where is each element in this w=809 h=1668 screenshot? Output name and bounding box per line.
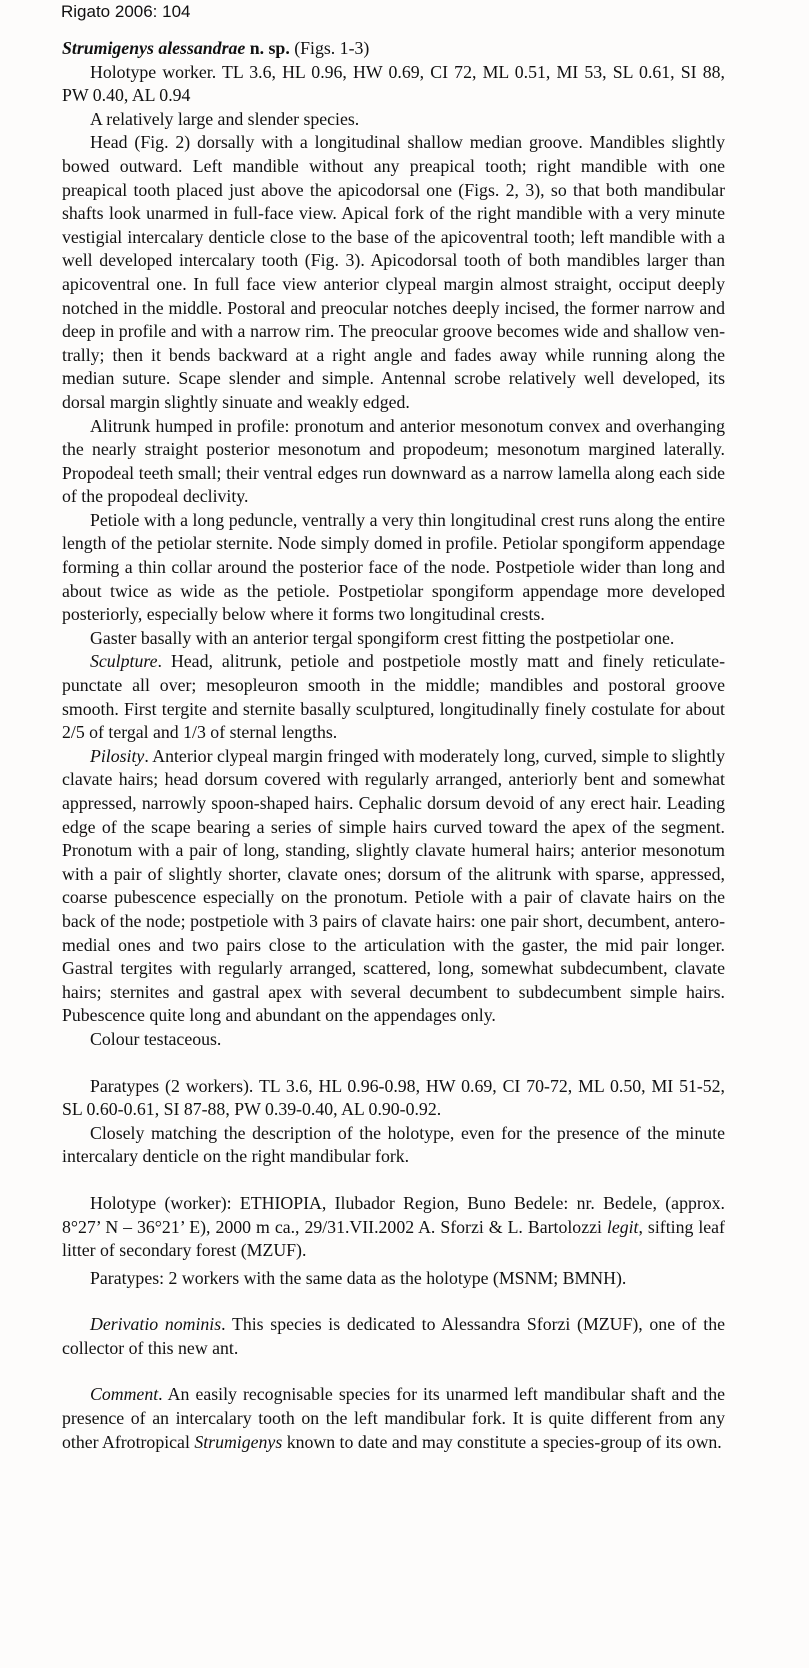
comment-label: Comment <box>90 1384 159 1405</box>
derivatio-label: Derivatio nominis <box>90 1314 222 1335</box>
derivatio-paragraph <box>62 1313 725 1360</box>
pilosity-label: Pilosity <box>90 745 145 766</box>
species-title <box>62 37 725 61</box>
comment-text-tail: known to date and may constitute a species-group of its own. <box>282 1431 722 1452</box>
new-species-status: n. sp. <box>249 38 290 58</box>
figure-reference: (Figs. 1-3) <box>294 38 370 58</box>
colour-paragraph: Colour testaceous. <box>90 1028 222 1049</box>
paratypes-note: Closely matching the description of the holotype, even for the presence of the minute intercalary denticle on the right mandibular fork. <box>62 1122 725 1167</box>
paratypes-data: Paratypes: 2 workers with the same data as the holotype (MSNM; BMNH). <box>90 1267 627 1288</box>
species-name: Strumigenys alessandrae <box>62 38 246 58</box>
sculpture-label: Sculpture <box>90 651 158 672</box>
comment-text: . An easily recognisable species for its unarmed left mandibular shaft and the presence of an intercalary tooth on the left mandibular fork. It is quite different from any other Afrotropical <box>62 1384 725 1452</box>
running-head: Rigato 2006: 104 <box>61 2 191 21</box>
pilosity-text: . Anterior clypeal margin fringed with moderately long, curved, simple to slightly clavate hairs; head dorsum covered with regularly arranged, anteriorly bent and somewhat appressed, narrowly spoon-shaped hairs. Cephalic dorsum devoid of any erect hair. Leading edge of the scape bearing a series of simple hairs curved toward the apex of the segment. Pronotum with a pair of long, standing, slightly clavate humeral hairs; anterior mesonotum with a pair of slightly shorter, clavate ones; dorsum of the alitrunk with sparse, appressed, coarse pubescence especially on the pronotum. Petiole with a pair of clavate hairs on the back of the node; postpetiole with 3 pairs of clavate hairs: one pair short, decumbent, anteromedial ones and two pairs close to the articulation with the gaster, the mid pair longer. Gastral tergites with regularly arranged, scattered, long, somewhat subdecumbent, clavate hairs; sternites and gastral apex with several decumbent to subdecumbent simple hairs. Pubescence quite long and abundant on the appendages only. <box>62 745 725 1026</box>
alitrunk-paragraph: Alitrunk humped in profile: pronotum and anterior mesonotum convex and overhanging the nearly straight posterior mesonotum and propodeum; mesonotum margined laterally. Propodeal teeth small; their ventral edges run downward as a narrow lamella along each side of the propodeal declivity. <box>62 415 725 507</box>
derivatio-text: . This species is dedicated to Alessandra Sforzi (MZUF), one of the collector of this new ant. <box>62 1314 725 1358</box>
intro-paragraph: A relatively large and slender species. <box>90 108 360 129</box>
sculpture-paragraph <box>62 650 725 744</box>
legit-word: legit <box>606 1216 639 1237</box>
gaster-paragraph: Gaster basally with an anterior tergal spongiform crest fitting the postpetiolar one. <box>90 627 675 648</box>
paratypes-measurements: Paratypes (2 workers). TL 3.6, HL 0.96-0.98, HW 0.69, CI 70-72, ML 0.50, MI 51-52, SL 0.60-0.61, SI 87-88, PW 0.39-0.40, AL 0.90-0.92. <box>62 1075 725 1120</box>
petiole-paragraph: Petiole with a long peduncle, ventrally a very thin longitudinal crest runs along the entire length of the petiolar sternite. Node simply domed in profile. Petiolar spongiform appendage forming a thin collar around the posterior face of the node. Postpetiole wider than long and about twice as wide as the petiole. Postpetiolar spongiform appendage more developed posteriorly, especially below where it forms two longitudinal crests. <box>62 509 725 625</box>
holotype-data <box>62 1192 725 1263</box>
sculpture-text: . Head, alitrunk, petiole and postpetiole mostly matt and finely reticulate-punctate all over; mesopleuron smooth in the middle; mandibles and postoral groove smooth. First tergite and sternite basally sculptured, longitudinally finely costulate for about 2/5 of tergal and 1/3 of sternal lengths. <box>62 651 725 743</box>
holotype-data-tail: , sifting leaf litter of secondary forest (MZUF). <box>62 1216 725 1261</box>
pilosity-paragraph <box>62 745 725 1028</box>
comment-paragraph <box>62 1383 725 1454</box>
species-description <box>62 37 725 1454</box>
head-paragraph: Head (Fig. 2) dorsally with a longitudinal shallow median groove. Mandibles slightly bowed outward. Left mandible without any preapical tooth; right mandible with one preapical tooth placed just above the apicodorsal one (Figs. 2, 3), so that both mandibular shafts look unarmed in full-face view. Apical fork of the right mandible with a very minute vestigial intercalary denticle close to the base of the apicoventral tooth; left mandible with a well developed intercalary tooth (Fig. 3). Apicodorsal tooth of both mandibles larger than apicoventral one. In full face view anterior clypeal margin almost straight, occiput deeply notched in the middle. Postoral and preocular notches deeply incised, the former narrow and deep in profile and with a narrow rim. The preocular groove becomes wide and shallow ventrally; then it bends backward at a right angle and fades away while running along the median suture. Scape slender and simple. Antennal scrobe relatively well developed, its dorsal margin slightly sinuate and weakly edged. <box>62 132 725 412</box>
holotype-measurements: Holotype worker. TL 3.6, HL 0.96, HW 0.69, CI 72, ML 0.51, MI 53, SL 0.61, SI 88, PW 0.40, AL 0.94 <box>62 61 725 106</box>
holotype-data-text: Holotype (worker): ETHIOPIA, Ilubador Region, Buno Bedele: nr. Bedele, (approx. 8°27’ N – 36°21’ E), 2000 m ca., 29/31.VII.2002 A. Sforzi & L. Bartolozzi <box>62 1192 725 1237</box>
genus-name: Strumigenys <box>194 1431 283 1452</box>
